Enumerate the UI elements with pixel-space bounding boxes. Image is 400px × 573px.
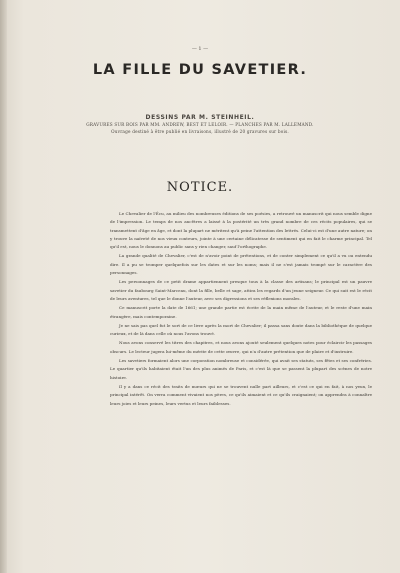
page-folio: — 1 — (191, 46, 209, 52)
notice-paragraph: Les personnages de ce petit drame appartiennent presque tous à la classe des artisans; le principal est un pauvre savetier du faubourg Saint-Marceau, dont la fille, belle et sage, attira les regards d'un jeune seigneur. Ce qui suit est le récit de leurs aventures, tel que le donne l'auteur, avec ses digressions et ses réflexions morales. (110, 279, 372, 301)
notice-heading: NOTICE. (166, 180, 234, 195)
page-title: LA FILLE DU SAVETIER. (92, 62, 308, 78)
credit-line-illustrations: DESSINS PAR M. STEINHEIL. (145, 114, 255, 121)
notice-paragraph: Il y a dans ce récit des traits de mœurs qui ne se trouvent nulle part ailleurs, et c'est ce qui en fait, à nos yeux, le principal intérêt. On verra comment vivaient nos pères, ce qu'ils aimaient et ce qu'ils craignaient; on apprendra à connaître leurs joies et leurs peines, leurs vertus et leurs faiblesses. (110, 383, 372, 406)
notice-paragraph: Les savetiers formaient alors une corporation nombreuse et considérée, qui avait ses statuts, ses fêtes et ses confréries. Le quartier qu'ils habitaient était l'un des plus animés de Paris, et c'est là que se passent la plupart des scènes de notre histoire. (110, 358, 372, 380)
notice-paragraph: La grande qualité de Chevalier, c'est de n'avoir point de prétentions, et de conter simplement ce qu'il a vu ou entendu dire. Il a pu se tromper quelquefois sur les dates et sur les noms; mais il ne s'est jamais trompé sur le caractère des personnages. (110, 253, 372, 276)
credit-line-engravings: GRAVURES SUR BOIS PAR MM. ANDREW, BEST ET LELOIR. — PLANCHES PAR M. LALLEMAND. (86, 122, 314, 127)
page-spine-shadow (0, 0, 7, 573)
notice-paragraph: Ce manuscrit porte la date de 1661; une grande partie est écrite de la main même de l'auteur, et le reste d'une main étrangère, mais contemporaine. (110, 305, 372, 319)
notice-paragraph: Nous avons conservé les titres des chapitres, et nous avons ajouté seulement quelques notes pour éclaircir les passages obscurs. Le lecteur jugera lui-même du mérite de cette œuvre, qui n'a d'autre prétention que de plaire et d'instruire. (110, 340, 372, 354)
notice-body (110, 210, 372, 409)
credit-line-publication: Ouvrage destiné à être publié en livraisons, illustré de 20 gravures sur bois. (111, 129, 289, 134)
notice-paragraph: Le Chevalier de l'Écu, au milieu des nombreuses éditions de ses poésies, a retrouvé un manuscrit qui nous semble digne de l'impression. Le temps de nos ancêtres a laissé à la postérité un très grand nombre de ces récits populaires, qui se transmettent d'âge en âge, et dont la plupart ne méritent qu'à peine l'attention des lettrés. Celui-ci est d'une autre nature; on y trouve la naïveté de nos vieux conteurs, jointe à une certaine délicatesse de sentiment qui en fait le charme principal. Tel qu'il est, nous le donnons au public sans y rien changer, sauf l'orthographe. (110, 211, 372, 250)
notice-paragraph: Je ne sais pas quel fut le sort de ce livre après la mort de Chevalier; il passa sans doute dans la bibliothèque de quelque curieux, et de là dans celle où nous l'avons trouvé. (110, 322, 372, 337)
